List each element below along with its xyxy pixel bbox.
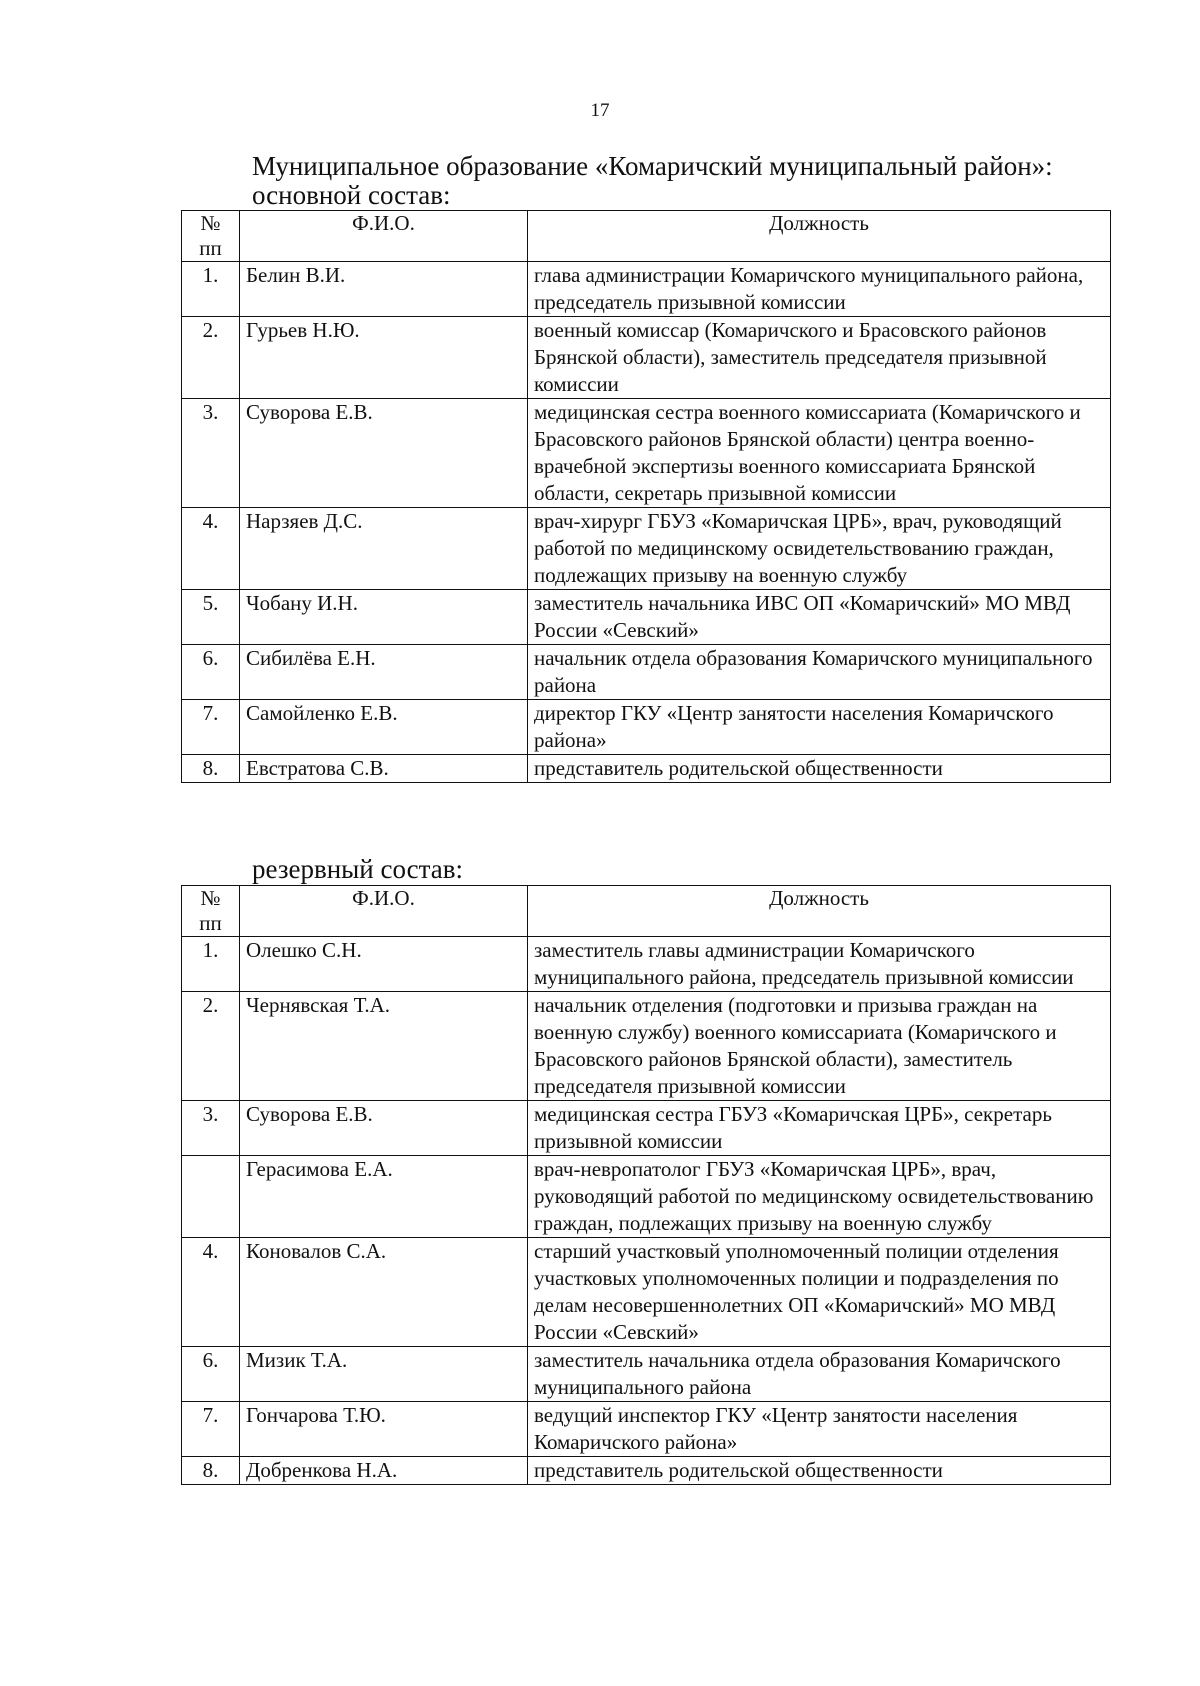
member-name: Суворова Е.В. <box>240 1101 528 1156</box>
member-number: 8. <box>182 1457 240 1485</box>
table-row <box>182 1238 1111 1347</box>
member-number <box>182 1156 240 1238</box>
member-position: заместитель начальника ИВС ОП «Комаричский» МО МВД России «Севский» <box>528 590 1111 645</box>
member-name: Чернявская Т.А. <box>240 992 528 1101</box>
member-name: Нарзяев Д.С. <box>240 508 528 590</box>
table-row <box>182 262 1111 317</box>
member-number: 8. <box>182 755 240 783</box>
member-number: 2. <box>182 992 240 1101</box>
table-row <box>182 590 1111 645</box>
member-number: 7. <box>182 1402 240 1457</box>
table-row <box>182 317 1111 399</box>
main-members <box>182 262 1111 783</box>
member-name: Олешко С.Н. <box>240 937 528 992</box>
member-number: 5. <box>182 590 240 645</box>
table-row <box>182 992 1111 1101</box>
reserve-composition-table <box>181 885 1111 1485</box>
header-name: Ф.И.О. <box>240 886 528 937</box>
member-name: Герасимова Е.А. <box>240 1156 528 1238</box>
main-composition-table <box>181 210 1111 783</box>
member-number: 1. <box>182 262 240 317</box>
member-number: 4. <box>182 508 240 590</box>
member-number: 3. <box>182 1101 240 1156</box>
member-position: представитель родительской общественности <box>528 755 1111 783</box>
member-position: медицинская сестра военного комиссариата (Комаричского и Брасовского районов Брянской области) центра военно-врачебной экспертизы военного комиссариата Брянской области, секретарь призывной комиссии <box>528 399 1111 508</box>
member-name: Суворова Е.В. <box>240 399 528 508</box>
member-number: 6. <box>182 1347 240 1402</box>
header-num: № пп <box>182 886 240 937</box>
member-number: 6. <box>182 645 240 700</box>
table-row <box>182 645 1111 700</box>
member-position: заместитель начальника отдела образования Комаричского муниципального района <box>528 1347 1111 1402</box>
member-position: директор ГКУ «Центр занятости населения Комаричского района» <box>528 700 1111 755</box>
table-row <box>182 755 1111 783</box>
member-position: врач-невропатолог ГБУЗ «Комаричская ЦРБ», врач, руководящий работой по медицинскому освидетельствованию граждан, подлежащих призыву на военную службу <box>528 1156 1111 1238</box>
member-name: Сибилёва Е.Н. <box>240 645 528 700</box>
member-position: глава администрации Комаричского муниципального района, председатель призывной комиссии <box>528 262 1111 317</box>
reserve-members <box>182 937 1111 1485</box>
member-position: военный комиссар (Комаричского и Брасовского районов Брянской области), заместитель председателя призывной комиссии <box>528 317 1111 399</box>
table-row <box>182 399 1111 508</box>
table-row <box>182 1156 1111 1238</box>
member-position: представитель родительской общественности <box>528 1457 1111 1485</box>
table-row <box>182 700 1111 755</box>
member-name: Самойленко Е.В. <box>240 700 528 755</box>
member-position: начальник отдела образования Комаричского муниципального района <box>528 645 1111 700</box>
member-number: 7. <box>182 700 240 755</box>
table-row <box>182 937 1111 992</box>
header-num: № пп <box>182 211 240 262</box>
member-name: Гурьев Н.Ю. <box>240 317 528 399</box>
table-header-row <box>182 211 1111 262</box>
page-number: 17 <box>590 100 610 121</box>
table-row <box>182 1347 1111 1402</box>
member-number: 2. <box>182 317 240 399</box>
member-position: старший участковый уполномоченный полиции отделения участковых уполномоченных полиции и подразделения по делам несовершеннолетних ОП «Комаричский» МО МВД России «Севский» <box>528 1238 1111 1347</box>
table-header-row <box>182 886 1111 937</box>
member-name: Добренкова Н.А. <box>240 1457 528 1485</box>
member-name: Белин В.И. <box>240 262 528 317</box>
member-name: Евстратова С.В. <box>240 755 528 783</box>
member-position: медицинская сестра ГБУЗ «Комаричская ЦРБ», секретарь призывной комиссии <box>528 1101 1111 1156</box>
header-name: Ф.И.О. <box>240 211 528 262</box>
table-row <box>182 508 1111 590</box>
header-position: Должность <box>528 211 1111 262</box>
reserve-title: резервный состав: <box>252 854 464 884</box>
member-position: заместитель главы администрации Комаричского муниципального района, председатель призывной комиссии <box>528 937 1111 992</box>
member-number: 1. <box>182 937 240 992</box>
member-position: начальник отделения (подготовки и призыва граждан на военную службу) военного комиссариата (Комаричского и Брасовского районов Брянской области), заместитель председателя призывной комиссии <box>528 992 1111 1101</box>
main-title: Муниципальное образование «Комаричский муниципальный район»: <box>252 151 1053 181</box>
member-name: Мизик Т.А. <box>240 1347 528 1402</box>
member-name: Чобану И.Н. <box>240 590 528 645</box>
member-number: 3. <box>182 399 240 508</box>
table-row <box>182 1402 1111 1457</box>
main-subtitle: основной состав: <box>252 180 451 210</box>
member-position: ведущий инспектор ГКУ «Центр занятости населения Комаричского района» <box>528 1402 1111 1457</box>
member-name: Коновалов С.А. <box>240 1238 528 1347</box>
table-row <box>182 1101 1111 1156</box>
member-number: 4. <box>182 1238 240 1347</box>
header-position: Должность <box>528 886 1111 937</box>
member-name: Гончарова Т.Ю. <box>240 1402 528 1457</box>
table-row <box>182 1457 1111 1485</box>
member-position: врач-хирург ГБУЗ «Комаричская ЦРБ», врач, руководящий работой по медицинскому освидетельствованию граждан, подлежащих призыву на военную службу <box>528 508 1111 590</box>
